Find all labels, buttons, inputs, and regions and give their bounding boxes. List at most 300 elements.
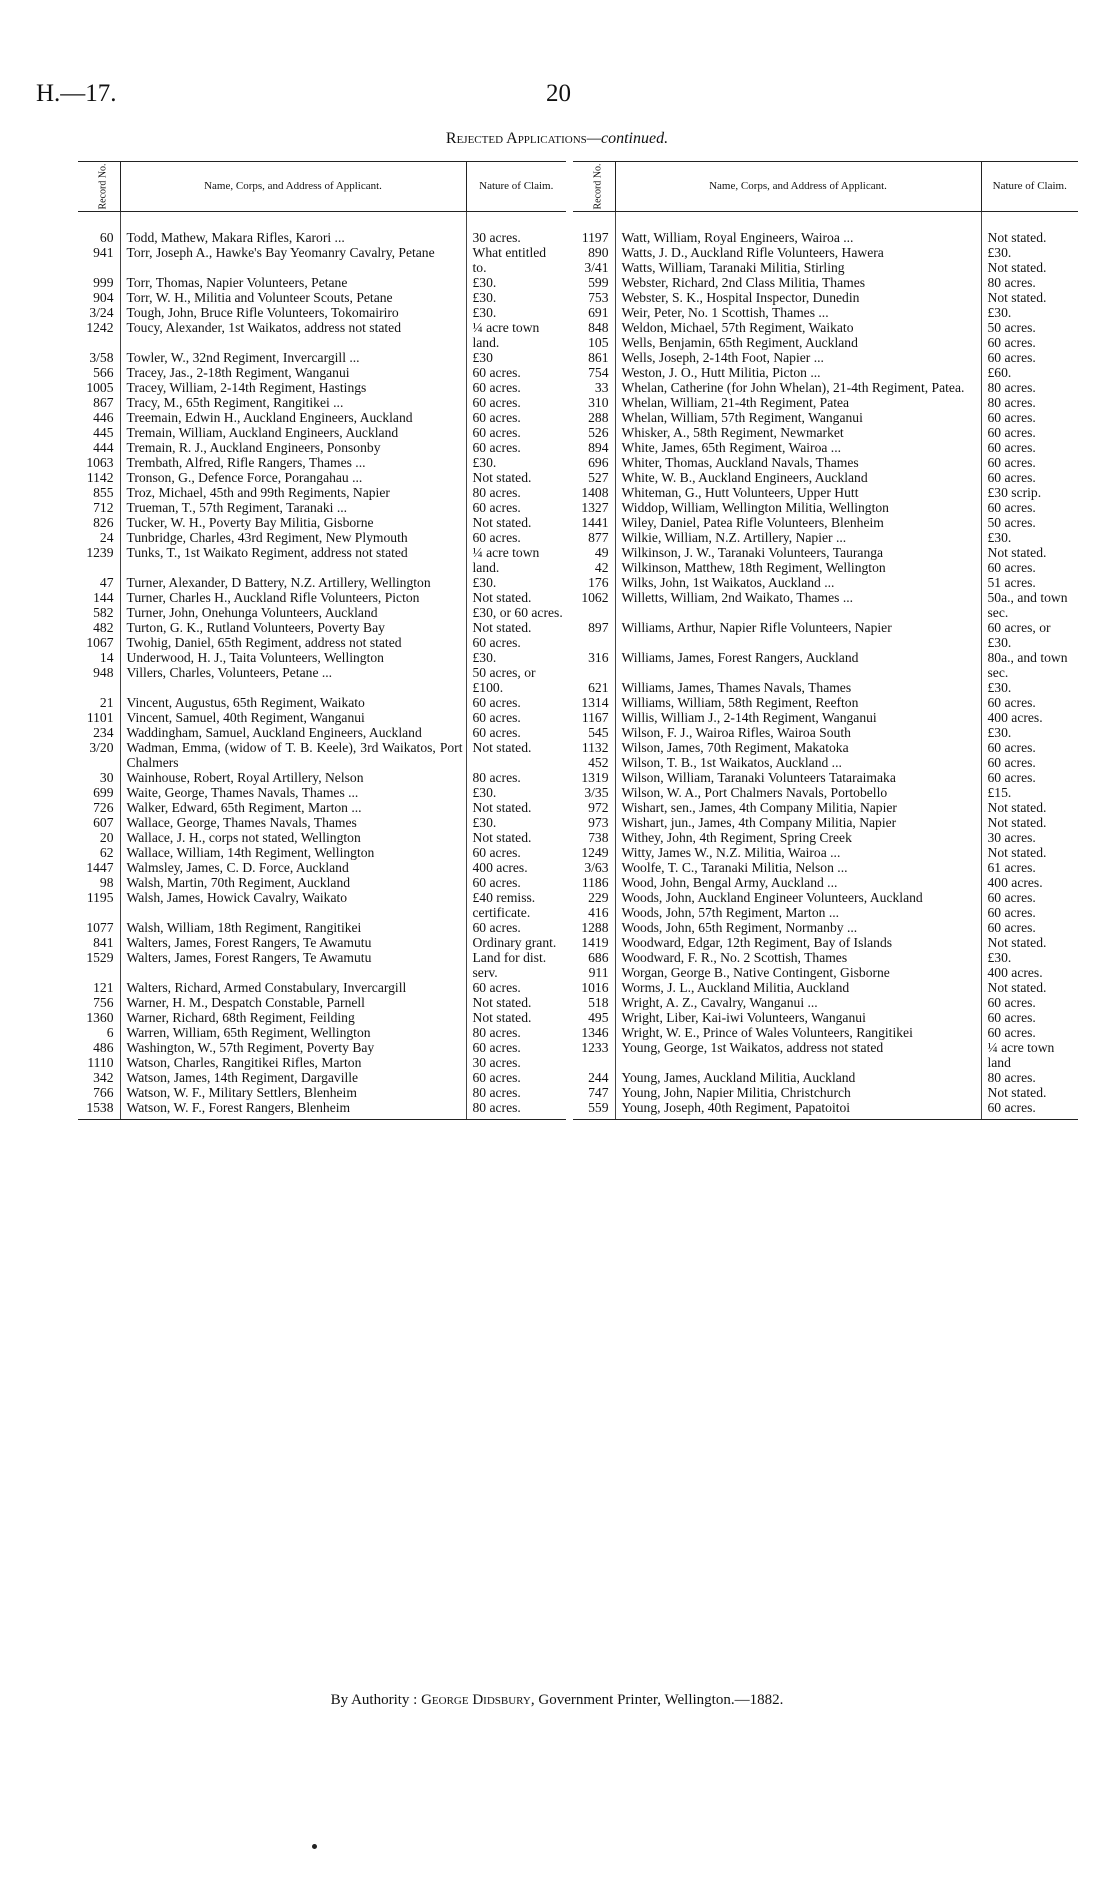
record-number: 855 (78, 485, 120, 500)
claim-nature: Not stated. (987, 1085, 1047, 1100)
claim-nature: 60 acres. (987, 560, 1036, 575)
claim-nature: 60 acres. (472, 980, 521, 995)
applicant-name: Willetts, William, 2nd Waikato, Thames ... (615, 590, 981, 620)
applicant-name: Tracey, William, 2-14th Regiment, Hastings (120, 380, 466, 395)
record-number: 24 (78, 530, 120, 545)
applicant-name: Williams, James, Forest Rangers, Auckland (615, 650, 981, 680)
claim-nature: £40 remiss. certificate. (472, 890, 536, 920)
applicant-name: Wallace, J. H., corps not stated, Wellington (120, 830, 466, 845)
applicant-name: Tronson, G., Defence Force, Porangahau ... (120, 470, 466, 485)
applicant-name: Watts, J. D., Auckland Rifle Volunteers, Hawera (615, 245, 981, 260)
applicant-name: Turton, G. K., Rutland Volunteers, Poverty Bay (120, 620, 466, 635)
applicant-name: Walters, James, Forest Rangers, Te Awamutu (120, 935, 466, 950)
record-number: 941 (78, 245, 120, 275)
applicant-name: Wilkie, William, N.Z. Artillery, Napier ... (615, 530, 981, 545)
table-row (78, 665, 566, 695)
claim-nature: 60 acres. (472, 635, 521, 650)
table-row (573, 710, 1078, 725)
table-row (78, 440, 566, 455)
claim-nature: £30. (472, 455, 497, 470)
claim-nature: 60 acres. (987, 470, 1036, 485)
record-number: 30 (78, 770, 120, 785)
record-number: 848 (573, 320, 615, 335)
claim-header: Nature of Claim. (466, 162, 566, 212)
claim-nature: £30. (472, 305, 497, 320)
claim-nature: 60 acres. (987, 695, 1036, 710)
record-number: 446 (78, 410, 120, 425)
claim-nature: 60 acres. (472, 410, 521, 425)
table-row (573, 470, 1078, 485)
applicant-name: Wadman, Emma, (widow of T. B. Keele), 3rd Waikatos, Port Chalmers (120, 740, 466, 770)
record-number: 738 (573, 830, 615, 845)
claim-nature: 60 acres. (987, 335, 1036, 350)
applicant-name: Whiter, Thomas, Auckland Navals, Thames (615, 455, 981, 470)
claim-nature: £30. (472, 290, 497, 305)
record-number: 1062 (573, 590, 615, 620)
record-number: 3/58 (78, 350, 120, 365)
claim-nature: 50 acres, or £100. (472, 665, 536, 695)
applicant-name: Wishart, sen., James, 4th Company Militia, Napier (615, 800, 981, 815)
record-number: 747 (573, 1085, 615, 1100)
record-number: 999 (78, 275, 120, 290)
record-number: 1249 (573, 845, 615, 860)
claim-nature: Not stated. (472, 1010, 532, 1025)
table-row (573, 245, 1078, 260)
claim-nature: 60 acres. (987, 920, 1036, 935)
claim-nature: 60 acres. (987, 455, 1036, 470)
claim-nature: 60 acres. (981, 1100, 1078, 1120)
records-table-left (78, 161, 566, 1120)
applicant-name: Woolfe, T. C., Taranaki Militia, Nelson ... (615, 860, 981, 875)
claim-nature: £30. (987, 950, 1012, 965)
table-row (573, 1010, 1078, 1025)
applicant-name: Underwood, H. J., Taita Volunteers, Wellington (120, 650, 466, 665)
claim-nature: 50a., and town sec. (987, 590, 1068, 620)
applicant-name: Weir, Peter, No. 1 Scottish, Thames ... (615, 305, 981, 320)
applicant-name: Woodward, Edgar, 12th Regiment, Bay of Islands (615, 935, 981, 950)
table-row (573, 815, 1078, 830)
claim-nature: 80 acres. (472, 1085, 521, 1100)
record-number: 904 (78, 290, 120, 305)
table-row (573, 485, 1078, 500)
record-number: 445 (78, 425, 120, 440)
record-number: 482 (78, 620, 120, 635)
claim-nature: 60 acres. (987, 1025, 1036, 1040)
claim-nature: Not stated. (987, 290, 1047, 305)
table-row (78, 890, 566, 920)
record-number: 3/63 (573, 860, 615, 875)
applicant-name: Villers, Charles, Volunteers, Petane ... (120, 665, 466, 695)
claim-nature: 80 acres. (472, 485, 521, 500)
record-number: 316 (573, 650, 615, 680)
table-row (78, 245, 566, 275)
record-number: 894 (573, 440, 615, 455)
applicant-name: Warner, Richard, 68th Regiment, Feilding (120, 1010, 466, 1025)
claim-nature: 60 acres. (472, 395, 521, 410)
table-row (573, 1085, 1078, 1100)
table-row (573, 500, 1078, 515)
table-row (573, 905, 1078, 920)
claim-nature: 60 acres. (472, 425, 521, 440)
applicant-name: Waite, George, Thames Navals, Thames ... (120, 785, 466, 800)
table-row (78, 980, 566, 995)
record-number: 42 (573, 560, 615, 575)
applicant-name: Wells, Joseph, 2-14th Foot, Napier ... (615, 350, 981, 365)
claim-nature: Not stated. (987, 815, 1047, 830)
table-row (573, 425, 1078, 440)
table-row (78, 935, 566, 950)
claim-nature: £30. (472, 650, 497, 665)
claim-nature: ¼ acre town land (987, 1040, 1055, 1070)
table-row (78, 350, 566, 365)
applicant-name: Troz, Michael, 45th and 99th Regiments, Napier (120, 485, 466, 500)
table-row (573, 890, 1078, 905)
record-number: 826 (78, 515, 120, 530)
applicant-name: Watson, Charles, Rangitikei Rifles, Marton (120, 1055, 466, 1070)
claim-nature: 80 acres. (987, 1070, 1036, 1085)
table-row (573, 785, 1078, 800)
record-no-header: Record No. (573, 162, 615, 212)
claim-nature: 60 acres. (472, 440, 521, 455)
claim-nature: Not stated. (472, 740, 532, 755)
applicant-name: Tough, John, Bruce Rifle Volunteers, Tokomairiro (120, 305, 466, 320)
applicant-name: Young, James, Auckland Militia, Auckland (615, 1070, 981, 1085)
table-row (573, 455, 1078, 470)
applicant-name: Wishart, jun., James, 4th Company Militia, Napier (615, 815, 981, 830)
applicant-name: Towler, W., 32nd Regiment, Invercargill ... (120, 350, 466, 365)
record-number: 234 (78, 725, 120, 740)
claim-nature: £30. (987, 680, 1012, 695)
table-row (78, 800, 566, 815)
name-header: Name, Corps, and Address of Applicant. (615, 162, 981, 212)
record-number: 1077 (78, 920, 120, 935)
table-row (573, 620, 1078, 650)
applicant-name: Wilson, William, Taranaki Volunteers Tataraimaka (615, 770, 981, 785)
table-header-row (573, 162, 1078, 212)
table-row (573, 755, 1078, 770)
applicant-name: Wilson, F. J., Wairoa Rifles, Wairoa South (615, 725, 981, 740)
applicant-name: Waddingham, Samuel, Auckland Engineers, Auckland (120, 725, 466, 740)
claim-nature: 60 acres. (472, 1070, 521, 1085)
applicant-name: Whelan, William, 57th Regiment, Wanganui (615, 410, 981, 425)
claim-nature: 30 acres. (472, 230, 521, 245)
record-number: 1186 (573, 875, 615, 890)
applicant-name: Walsh, Martin, 70th Regiment, Auckland (120, 875, 466, 890)
applicant-name: Vincent, Samuel, 40th Regiment, Wanganui (120, 710, 466, 725)
claim-header: Nature of Claim. (981, 162, 1078, 212)
table-row (573, 515, 1078, 530)
record-number: 897 (573, 620, 615, 650)
record-number: 1419 (573, 935, 615, 950)
record-number: 144 (78, 590, 120, 605)
applicant-name: Walters, James, Forest Rangers, Te Awamutu (120, 950, 466, 980)
table-row (573, 530, 1078, 545)
table-row (78, 830, 566, 845)
record-number: 686 (573, 950, 615, 965)
record-number: 526 (573, 425, 615, 440)
record-number: 288 (573, 410, 615, 425)
record-number: 607 (78, 815, 120, 830)
applicant-name: Toucy, Alexander, 1st Waikatos, address not stated (120, 320, 466, 350)
record-number: 3/41 (573, 260, 615, 275)
record-number: 582 (78, 605, 120, 620)
claim-nature: 60 acres. (987, 440, 1036, 455)
claim-nature: 80 acres. (987, 380, 1036, 395)
record-number: 486 (78, 1040, 120, 1055)
claim-nature: 60 acres. (987, 410, 1036, 425)
table-row (573, 935, 1078, 950)
record-no-header: Record No. (78, 162, 120, 212)
record-number: 244 (573, 1070, 615, 1085)
applicant-name: Wright, W. E., Prince of Wales Volunteers, Rangitikei (615, 1025, 981, 1040)
record-number: 518 (573, 995, 615, 1010)
record-number: 877 (573, 530, 615, 545)
claim-nature: 400 acres. (987, 710, 1043, 725)
record-number: 754 (573, 365, 615, 380)
applicant-name: Whelan, William, 21-4th Regiment, Patea (615, 395, 981, 410)
table-row (78, 320, 566, 350)
record-number: 49 (573, 545, 615, 560)
table-row (573, 365, 1078, 380)
claim-nature: 60 acres. (987, 500, 1036, 515)
table-row (78, 740, 566, 770)
applicant-name: Wright, Liber, Kai-iwi Volunteers, Wanganui (615, 1010, 981, 1025)
claim-nature: 60 acres. (987, 770, 1036, 785)
applicant-name: White, James, 65th Regiment, Wairoa ... (615, 440, 981, 455)
claim-nature: Not stated. (987, 260, 1047, 275)
applicant-name: Williams, Arthur, Napier Rifle Volunteers, Napier (615, 620, 981, 650)
table-row (78, 950, 566, 980)
applicant-name: Woods, John, Auckland Engineer Volunteers, Auckland (615, 890, 981, 905)
record-number: 766 (78, 1085, 120, 1100)
record-number: 973 (573, 815, 615, 830)
table-row (78, 845, 566, 860)
table-row (78, 470, 566, 485)
applicant-name: Wilks, John, 1st Waikatos, Auckland ... (615, 575, 981, 590)
section-title-continued: —continued. (586, 130, 669, 147)
applicant-name: Woodward, F. R., No. 2 Scottish, Thames (615, 950, 981, 965)
record-number: 1101 (78, 710, 120, 725)
record-number: 1142 (78, 470, 120, 485)
record-number: 890 (573, 245, 615, 260)
record-number: 21 (78, 695, 120, 710)
claim-nature: 80 acres. (466, 1100, 566, 1120)
table-row (573, 290, 1078, 305)
table-row (78, 590, 566, 605)
claim-nature: Not stated. (472, 470, 532, 485)
record-number: 3/24 (78, 305, 120, 320)
table-row (573, 1100, 1078, 1120)
record-number: 1197 (573, 212, 615, 246)
claim-nature: Not stated. (987, 845, 1047, 860)
applicant-name: Wells, Benjamin, 65th Regiment, Auckland (615, 335, 981, 350)
applicant-name: Tunks, T., 1st Waikato Regiment, address not stated (120, 545, 466, 575)
applicant-name: Witty, James W., N.Z. Militia, Wairoa ... (615, 845, 981, 860)
applicant-name: Wainhouse, Robert, Royal Artillery, Nelson (120, 770, 466, 785)
applicant-name: Warren, William, 65th Regiment, Wellington (120, 1025, 466, 1040)
page-header (36, 80, 1076, 120)
section-title-text: Rejected Applications (445, 130, 587, 147)
record-number: 121 (78, 980, 120, 995)
table-row (573, 1070, 1078, 1085)
record-number: 62 (78, 845, 120, 860)
table-row (573, 410, 1078, 425)
record-number: 1288 (573, 920, 615, 935)
claim-nature: Not stated. (472, 590, 532, 605)
table-header-row (78, 162, 566, 212)
table-row (78, 995, 566, 1010)
claim-nature: 60 acres. (472, 695, 521, 710)
record-number: 416 (573, 905, 615, 920)
applicant-name: Treemain, Edwin H., Auckland Engineers, Auckland (120, 410, 466, 425)
record-number: 1233 (573, 1040, 615, 1070)
record-number: 33 (573, 380, 615, 395)
applicant-name: Watson, W. F., Forest Rangers, Blenheim (120, 1100, 466, 1120)
record-number: 1319 (573, 770, 615, 785)
table-row (78, 530, 566, 545)
claim-nature: £30. (472, 785, 497, 800)
applicant-name: Turner, Alexander, D Battery, N.Z. Artillery, Wellington (120, 575, 466, 590)
record-number: 1441 (573, 515, 615, 530)
record-number: 867 (78, 395, 120, 410)
table-row (78, 500, 566, 515)
claim-nature: £30. (472, 815, 497, 830)
applicant-name: Twohig, Daniel, 65th Regiment, address not stated (120, 635, 466, 650)
applicant-name: Walmsley, James, C. D. Force, Auckland (120, 860, 466, 875)
applicant-name: Withey, John, 4th Regiment, Spring Creek (615, 830, 981, 845)
record-number: 1195 (78, 890, 120, 920)
claim-nature: Not stated. (987, 980, 1047, 995)
applicant-name: Trembath, Alfred, Rifle Rangers, Thames ... (120, 455, 466, 470)
table-row (573, 950, 1078, 965)
applicant-name: Williams, James, Thames Navals, Thames (615, 680, 981, 695)
applicant-name: Watts, William, Taranaki Militia, Stirling (615, 260, 981, 275)
record-number: 1327 (573, 500, 615, 515)
claim-nature: Ordinary grant. (472, 935, 557, 950)
record-number: 948 (78, 665, 120, 695)
table-row (78, 515, 566, 530)
table-row (573, 995, 1078, 1010)
applicant-name: Walters, Richard, Armed Constabulary, Invercargill (120, 980, 466, 995)
claim-nature: 60 acres. (987, 1010, 1036, 1025)
record-number: 696 (573, 455, 615, 470)
record-number: 712 (78, 500, 120, 515)
table-row (573, 830, 1078, 845)
table-row (573, 875, 1078, 890)
applicant-name: Wilson, James, 70th Regiment, Makatoka (615, 740, 981, 755)
claim-nature: £30 (472, 350, 493, 365)
applicant-name: Tucker, W. H., Poverty Bay Militia, Gisborne (120, 515, 466, 530)
applicant-name: Wallace, George, Thames Navals, Thames (120, 815, 466, 830)
applicant-name: Torr, Joseph A., Hawke's Bay Yeomanry Cavalry, Petane (120, 245, 466, 275)
claim-nature: 60 acres. (472, 725, 521, 740)
table-row (573, 560, 1078, 575)
claim-nature: Land for dist. serv. (472, 950, 547, 980)
table-row (573, 845, 1078, 860)
claim-nature: ¼ acre town land. (472, 545, 540, 575)
table-row (573, 575, 1078, 590)
record-number: 105 (573, 335, 615, 350)
applicant-name: Woods, John, 65th Regiment, Normanby ... (615, 920, 981, 935)
table-row (78, 1085, 566, 1100)
table-row (573, 650, 1078, 680)
applicant-name: Warner, H. M., Despatch Constable, Parnell (120, 995, 466, 1010)
table-row (573, 212, 1078, 246)
claim-nature: Not stated. (987, 935, 1047, 950)
applicant-name: Worms, J. L., Auckland Militia, Auckland (615, 980, 981, 995)
claim-nature: £30, or 60 acres. (472, 605, 563, 620)
record-number: 756 (78, 995, 120, 1010)
footer (0, 1692, 1114, 1709)
table-row (573, 680, 1078, 695)
record-number: 229 (573, 890, 615, 905)
table-row (573, 320, 1078, 335)
table-row (78, 455, 566, 470)
record-number: 841 (78, 935, 120, 950)
claim-nature: 60 acres. (987, 350, 1036, 365)
claim-nature: Not stated. (987, 230, 1047, 245)
table-row (573, 545, 1078, 560)
table-row (78, 650, 566, 665)
record-number: 1063 (78, 455, 120, 470)
table-row (78, 710, 566, 725)
table-row (573, 980, 1078, 995)
applicant-name: Whelan, Catherine (for John Whelan), 21-4th Regiment, Patea. (615, 380, 981, 395)
table-row (78, 212, 566, 246)
record-number: 495 (573, 1010, 615, 1025)
record-number: 1005 (78, 380, 120, 395)
table-row (78, 305, 566, 320)
record-number: 566 (78, 365, 120, 380)
table-row (78, 605, 566, 620)
record-number: 599 (573, 275, 615, 290)
claim-nature: £15. (987, 785, 1012, 800)
table-row (78, 290, 566, 305)
table-row (573, 350, 1078, 365)
applicant-name: Wright, A. Z., Cavalry, Wanganui ... (615, 995, 981, 1010)
table-row (573, 395, 1078, 410)
record-number: 691 (573, 305, 615, 320)
record-number: 1314 (573, 695, 615, 710)
applicant-name: Tracey, Jas., 2-18th Regiment, Wanganui (120, 365, 466, 380)
record-number: 545 (573, 725, 615, 740)
applicant-name: White, W. B., Auckland Engineers, Auckland (615, 470, 981, 485)
record-number: 1346 (573, 1025, 615, 1040)
applicant-name: Watson, W. F., Military Settlers, Blenheim (120, 1085, 466, 1100)
applicant-name: Watt, William, Royal Engineers, Wairoa ... (615, 212, 981, 246)
claim-nature: Not stated. (987, 800, 1047, 815)
claim-nature: £30. (987, 725, 1012, 740)
applicant-name: Willis, William J., 2-14th Regiment, Wanganui (615, 710, 981, 725)
record-number: 3/35 (573, 785, 615, 800)
table-row (573, 1040, 1078, 1070)
claim-nature: What entitled to. (472, 245, 547, 275)
record-number: 1016 (573, 980, 615, 995)
applicant-name: Watson, James, 14th Regiment, Dargaville (120, 1070, 466, 1085)
table-row (78, 425, 566, 440)
document-code: H.—17. (36, 80, 117, 107)
claim-nature: £30. (987, 305, 1012, 320)
applicant-name: Washington, W., 57th Regiment, Poverty Bay (120, 1040, 466, 1055)
claim-nature: 51 acres. (987, 575, 1036, 590)
applicant-name: Torr, Thomas, Napier Volunteers, Petane (120, 275, 466, 290)
table-row (573, 740, 1078, 755)
claim-nature: Not stated. (987, 545, 1047, 560)
table-row (78, 620, 566, 635)
applicant-name: Whiteman, G., Hutt Volunteers, Upper Hutt (615, 485, 981, 500)
page-number: 20 (546, 80, 571, 107)
table-row (78, 365, 566, 380)
